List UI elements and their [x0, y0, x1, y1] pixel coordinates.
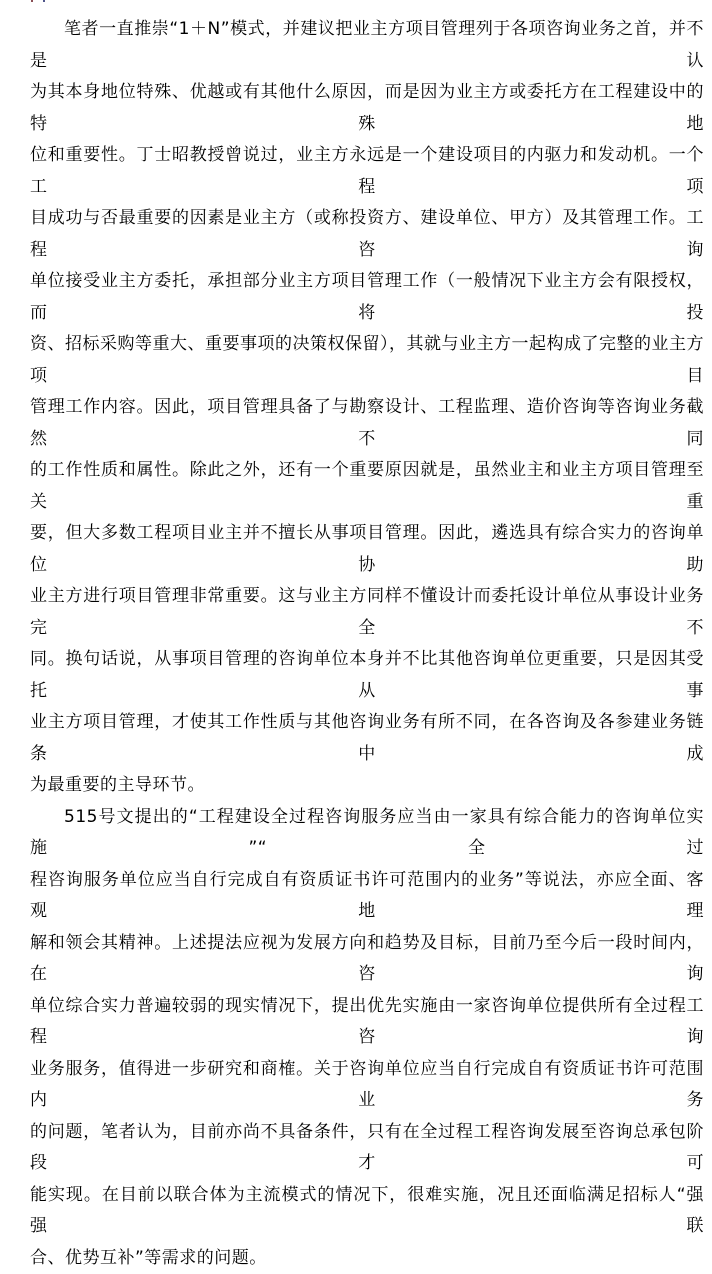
- text-line: 管理工作内容。因此，项目管理具备了与勘察设计、工程监理、造价咨询等咨询业务截然不同: [30, 392, 704, 455]
- paragraph: [30, 802, 704, 1274]
- document-body: [30, 14, 704, 1274]
- text-line: 目成功与否最重要的因素是业主方（或称投资方、建设单位、甲方）及其管理工作。工程咨询: [30, 203, 704, 266]
- text-line: 业主方进行项目管理非常重要。这与业主方同样不懂设计而委托设计单位从事设计业务完全不: [30, 581, 704, 644]
- text-line: 解和领会其精神。上述提法应视为发展方向和趋势及目标，目前乃至今后一段时间内，在咨询: [30, 928, 704, 991]
- text-line: 位和重要性。丁士昭教授曾说过，业主方永远是一个建设项目的内驱力和发动机。一个工程项: [30, 140, 704, 203]
- text-line: 业主方项目管理，才使其工作性质与其他咨询业务有所不同，在各咨询及各参建业务链条中成: [30, 707, 704, 770]
- clipped-line-remnant: [30, 0, 70, 3]
- text-line: 单位综合实力普遍较弱的现实情况下，提出优先实施由一家咨询单位提供所有全过程工程咨询: [30, 991, 704, 1054]
- text-line: 同。换句话说，从事项目管理的咨询单位本身并不比其他咨询单位更重要，只是因其受托从事: [30, 644, 704, 707]
- text-line: 为最重要的主导环节。: [30, 770, 704, 802]
- text-line: 的问题，笔者认为，目前亦尚不具备条件，只有在全过程工程咨询发展至咨询总承包阶段才可: [30, 1117, 704, 1180]
- text-line: 笔者一直推崇“1＋N”模式，并建议把业主方项目管理列于各项咨询业务之首，并不是认: [30, 14, 704, 77]
- text-line: 合、优势互补”等需求的问题。: [30, 1243, 704, 1274]
- text-line: 为其本身地位特殊、优越或有其他什么原因，而是因为业主方或委托方在工程建设中的特殊地: [30, 77, 704, 140]
- text-line: 的工作性质和属性。除此之外，还有一个重要原因就是，虽然业主和业主方项目管理至关重: [30, 455, 704, 518]
- text-line: 515号文提出的“工程建设全过程咨询服务应当由一家具有综合能力的咨询单位实施”“全过: [30, 802, 704, 865]
- text-line: 能实现。在目前以联合体为主流模式的情况下，很难实施，况且还面临满足招标人“强强联: [30, 1180, 704, 1243]
- text-line: 单位接受业主方委托，承担部分业主方项目管理工作（一般情况下业主方会有限授权，而将投: [30, 266, 704, 329]
- text-line: 业务服务，值得进一步研究和商榷。关于咨询单位应当自行完成自有资质证书许可范围内业务: [30, 1054, 704, 1117]
- text-line: 资、招标采购等重大、重要事项的决策权保留），其就与业主方一起构成了完整的业主方项目: [30, 329, 704, 392]
- text-line: 要，但大多数工程项目业主并不擅长从事项目管理。因此，遴选具有综合实力的咨询单位协助: [30, 518, 704, 581]
- text-line: 程咨询服务单位应当自行完成自有资质证书许可范围内的业务”等说法，亦应全面、客观地理: [30, 865, 704, 928]
- paragraph: [30, 14, 704, 802]
